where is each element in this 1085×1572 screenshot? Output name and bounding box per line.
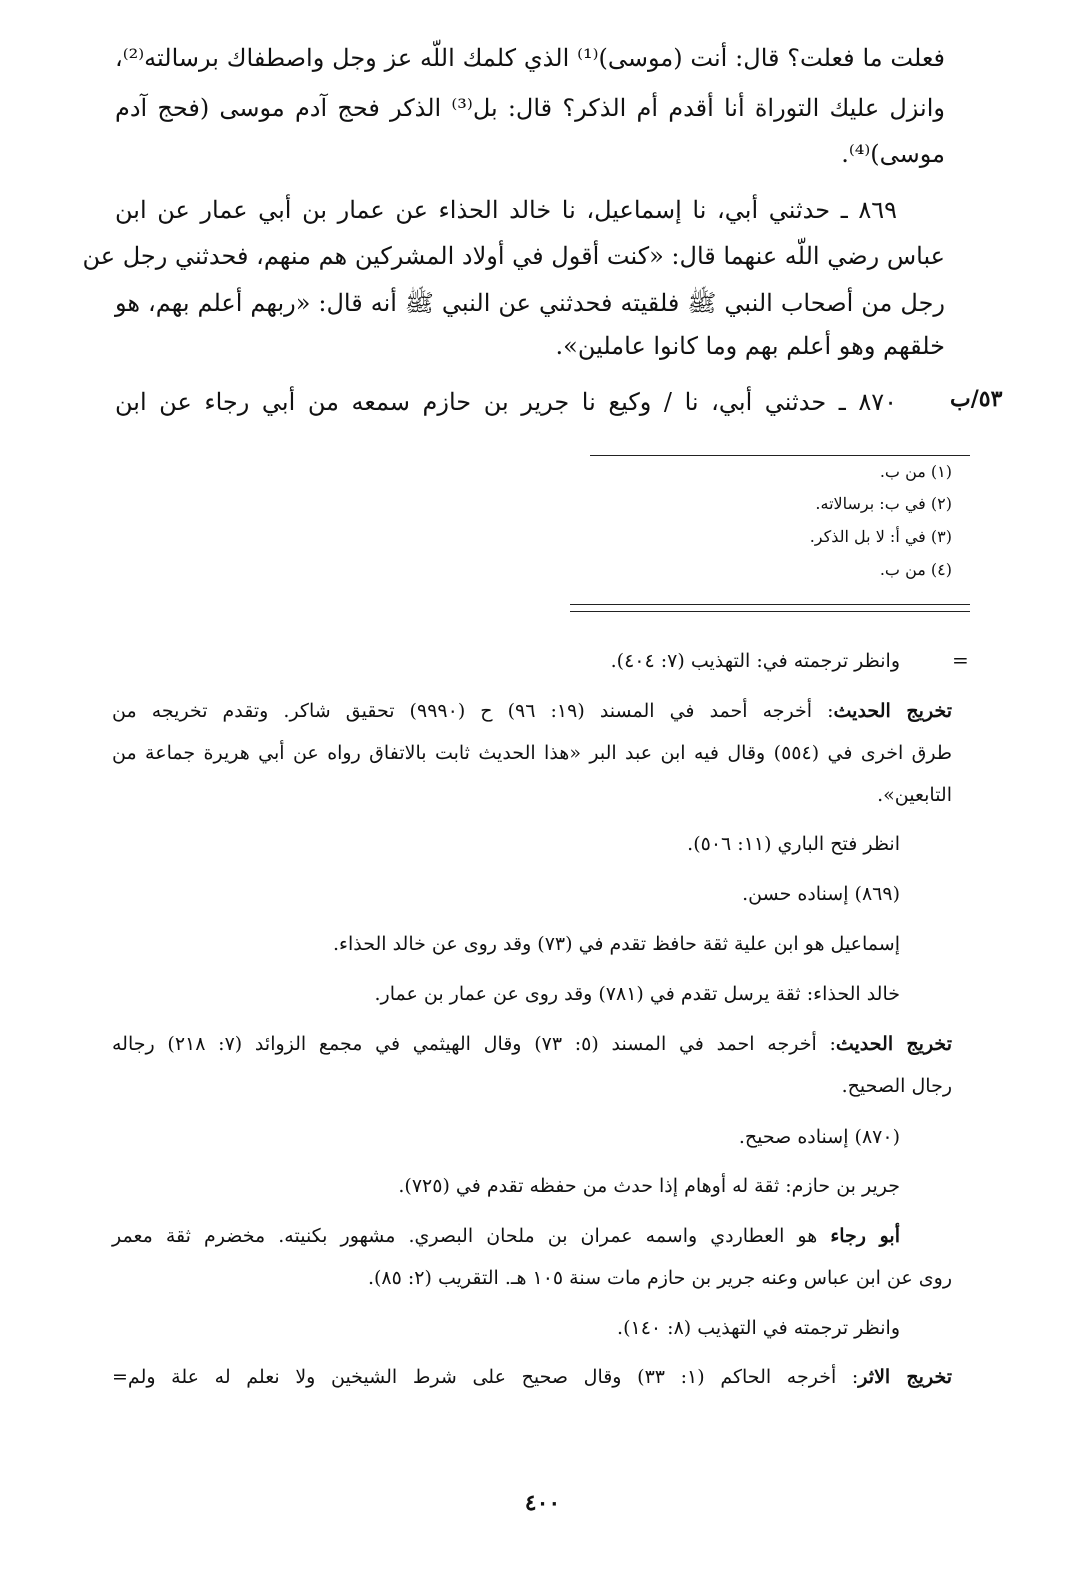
commentary-separator: [570, 611, 970, 612]
page-number: ٤٠٠: [524, 1490, 561, 1516]
commentary-line: خالد الحذاء: ثقة يرسل تقدم في (٧٨١) وقد روى عن عمار بن عمار.: [374, 983, 900, 1005]
section-label: تخريج الحديث: [835, 1033, 952, 1055]
footnote: (٤) من ب.: [879, 560, 952, 579]
commentary-line: تخريج الحديث: أخرجه أحمد في المسند (١٩: ٩٦) ح (٩٩٩٠) تحقيق شاكر. وتقدم تخريجه من: [112, 700, 952, 722]
section-label: تخريج الاثر: [858, 1366, 952, 1388]
commentary-line: رجال الصحيح.: [841, 1075, 952, 1097]
commentary-line: تخريج الحديث: أخرجه احمد في المسند (٥: ٧٣) وقال الهيثمي في مجمع الزوائد (٧: ٢١٨) رجاله: [112, 1033, 952, 1055]
commentary-line: طرق اخرى في (٥٥٤) وقال فيه ابن عبد البر «هذا الحديث ثابت بالاتفاق رواه عن أبي هريرة جماعة من: [112, 742, 952, 764]
main-text-line: موسى)⁽⁴⁾.: [841, 140, 945, 168]
commentary-line: إسماعيل هو ابن علية ثقة حافظ تقدم في (٧٣) وقد روى عن خالد الحذاء.: [332, 933, 900, 955]
section-label: أبو رجاء: [830, 1225, 900, 1247]
footnote: (٣) في أ: لا بل الذكر.: [809, 527, 952, 546]
main-text-line: عباس رضي اللّه عنهما قال: «كنت أقول في أولاد المشركين هم منهم، فحدثني رجل عن: [82, 242, 945, 270]
commentary-line: (٨٧٠) إسناده صحيح.: [738, 1126, 900, 1148]
commentary-line: وانظر ترجمته في: التهذيب (٧: ٤٠٤).: [610, 650, 900, 672]
main-text-line: رجل من أصحاب النبي ﷺ فلقيته فحدثني عن النبي ﷺ أنه قال: «ربهم أعلم بهم، هو: [115, 289, 945, 317]
main-text-line: ٨٧٠ ـ حدثني أبي، نا / وكيع نا جرير بن حازم سمعه من أبي رجاء عن ابن: [115, 388, 897, 416]
commentary-line: أبو رجاء هو العطاردي واسمه عمران بن ملحان البصري. مشهور بكنيته. مخضرم ثقة معمر: [112, 1225, 900, 1247]
section-label: تخريج الحديث: [833, 700, 952, 722]
commentary-line: (٨٦٩) إسناده حسن.: [742, 883, 900, 905]
commentary-separator: [570, 604, 970, 605]
commentary-line: التابعين».: [877, 784, 952, 806]
continuation-mark: =: [952, 648, 969, 672]
footnote: (١) من ب.: [879, 462, 952, 481]
commentary-line: روى عن ابن عباس وعنه جرير بن حازم مات سنة ١٠٥ هـ. التقريب (٢: ٨٥).: [367, 1267, 952, 1289]
commentary-line: تخريج الاثر: أخرجه الحاكم (١: ٣٣) وقال صحيح على شرط الشيخين ولا نعلم له علة ولم=: [112, 1366, 952, 1388]
main-text-line: وانزل عليك التوراة أنا أقدم أم الذكر؟ قال: بل⁽³⁾ الذكر فحج آدم موسى (فحج آدم: [115, 94, 945, 122]
main-text-line: خلقهم وهو أعلم بهم وما كانوا عاملين».: [555, 332, 945, 360]
main-text-line: فعلت ما فعلت؟ قال: أنت (موسى)⁽¹⁾ الذي كلمك اللّه عز وجل واصطفاك برسالته⁽²⁾،: [115, 44, 945, 72]
main-text-line: ٨٦٩ ـ حدثني أبي، نا إسماعيل، نا خالد الحذاء عن عمار بن أبي عمار عن ابن: [115, 196, 897, 224]
footnote: (٢) في ب: برسالاته.: [815, 494, 952, 513]
manuscript-folio-marker: ٥٣/ب: [950, 386, 1003, 412]
commentary-line: جرير بن حازم: ثقة له أوهام إذا حدث من حفظه تقدم في (٧٢٥).: [398, 1175, 900, 1197]
footnote-separator: [590, 455, 970, 456]
commentary-line: وانظر ترجمته في التهذيب (٨: ١٤٠).: [617, 1317, 900, 1339]
commentary-line: انظر فتح الباري (١١: ٥٠٦).: [687, 833, 900, 855]
